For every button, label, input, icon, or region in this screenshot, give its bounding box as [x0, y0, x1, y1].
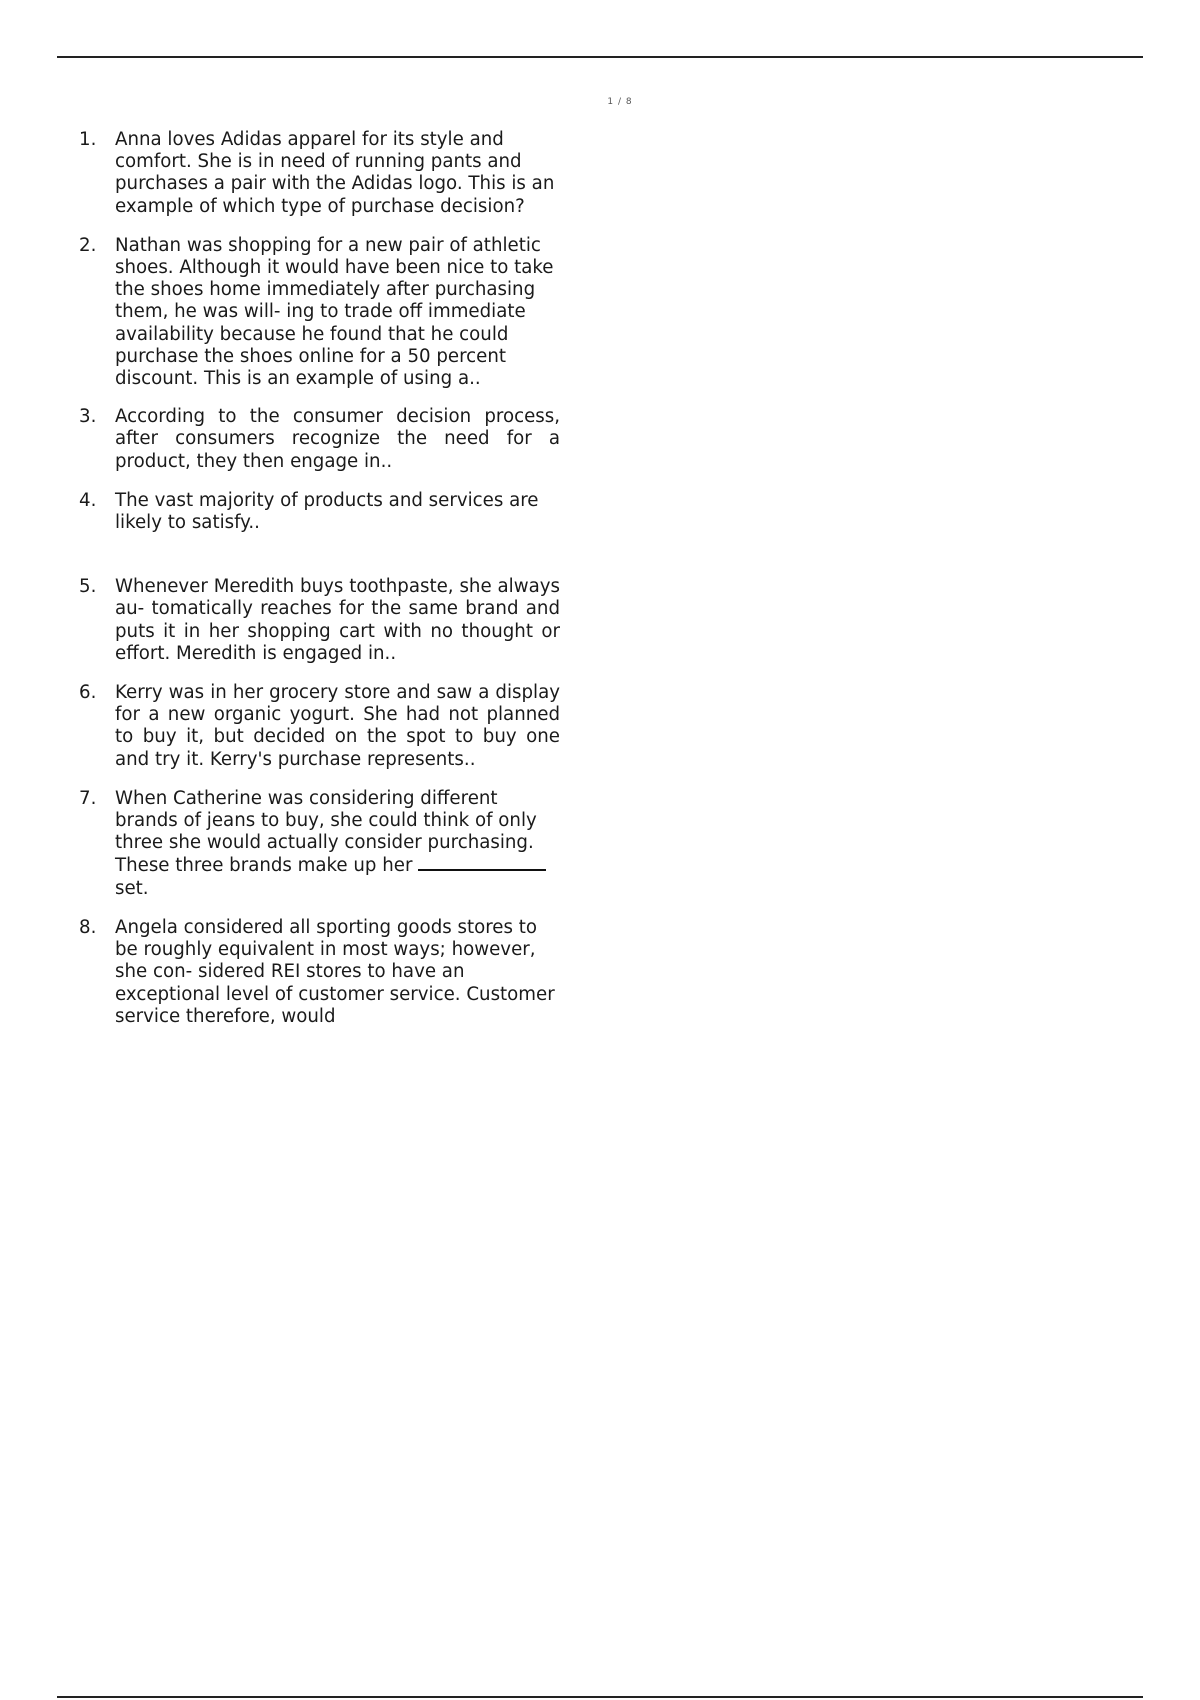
question-text: Kerry was in her grocery store and saw a display for a new organic yogurt. She had not planned to buy it, but decided on the spot to buy one and try it. Kerry's purchase represents..	[115, 682, 560, 770]
question-item	[79, 788, 560, 900]
question-text: The vast majority of products and services are likely to satisfy..	[115, 489, 539, 534]
question-number: 2.	[79, 234, 97, 256]
question-item	[79, 576, 560, 665]
question-text	[115, 788, 560, 900]
question-item	[79, 406, 560, 473]
question-number: 3.	[79, 406, 97, 428]
question-number: 7.	[79, 787, 97, 809]
bottom-rule	[57, 1696, 1143, 1698]
question-item	[79, 129, 560, 218]
question-number: 1.	[79, 129, 97, 150]
question-item	[79, 235, 560, 390]
question-text-before-blank: When Catherine was considering different brands of jeans to buy, she could think of only three she would actually consider purchasing. These three brands make up her	[115, 787, 537, 877]
question-text: Whenever Meredith buys toothpaste, she always au- tomatically reaches for the same brand and puts it in her shopping cart with no thought or effort. Meredith is engaged in..	[115, 576, 560, 664]
fill-in-blank	[418, 854, 546, 871]
question-item	[79, 917, 560, 1028]
question-number: 6.	[79, 682, 97, 704]
question-text: According to the consumer decision process, after consumers recognize the need for a product, they then engage in..	[115, 406, 560, 472]
question-number: 5.	[79, 576, 97, 598]
question-text: Angela considered all sporting goods stores to be roughly equivalent in most ways; however, she con- sidered REI stores to have an exceptional level of customer service. Customer service therefore, would	[115, 916, 555, 1027]
question-item	[79, 490, 560, 534]
question-text: Nathan was shopping for a new pair of athletic shoes. Although it would have been nice to take the shoes home immediately after purchasing them, he was will- ing to trade off immediate availability because he found that he could purchase the shoes online for a 50 percent discount. This is an example of using a..	[115, 234, 554, 390]
question-number: 4.	[79, 489, 97, 511]
question-number: 8.	[79, 916, 97, 938]
question-text-after-blank: set.	[115, 877, 149, 899]
page-indicator: 1 / 8	[607, 97, 633, 107]
top-rule	[57, 56, 1143, 58]
question-text: Anna loves Adidas apparel for its style and comfort. She is in need of running pants and purchases a pair with the Adidas logo. This is an example of which type of purchase decision?	[115, 129, 555, 217]
question-list	[79, 129, 560, 1028]
question-item	[79, 682, 560, 771]
